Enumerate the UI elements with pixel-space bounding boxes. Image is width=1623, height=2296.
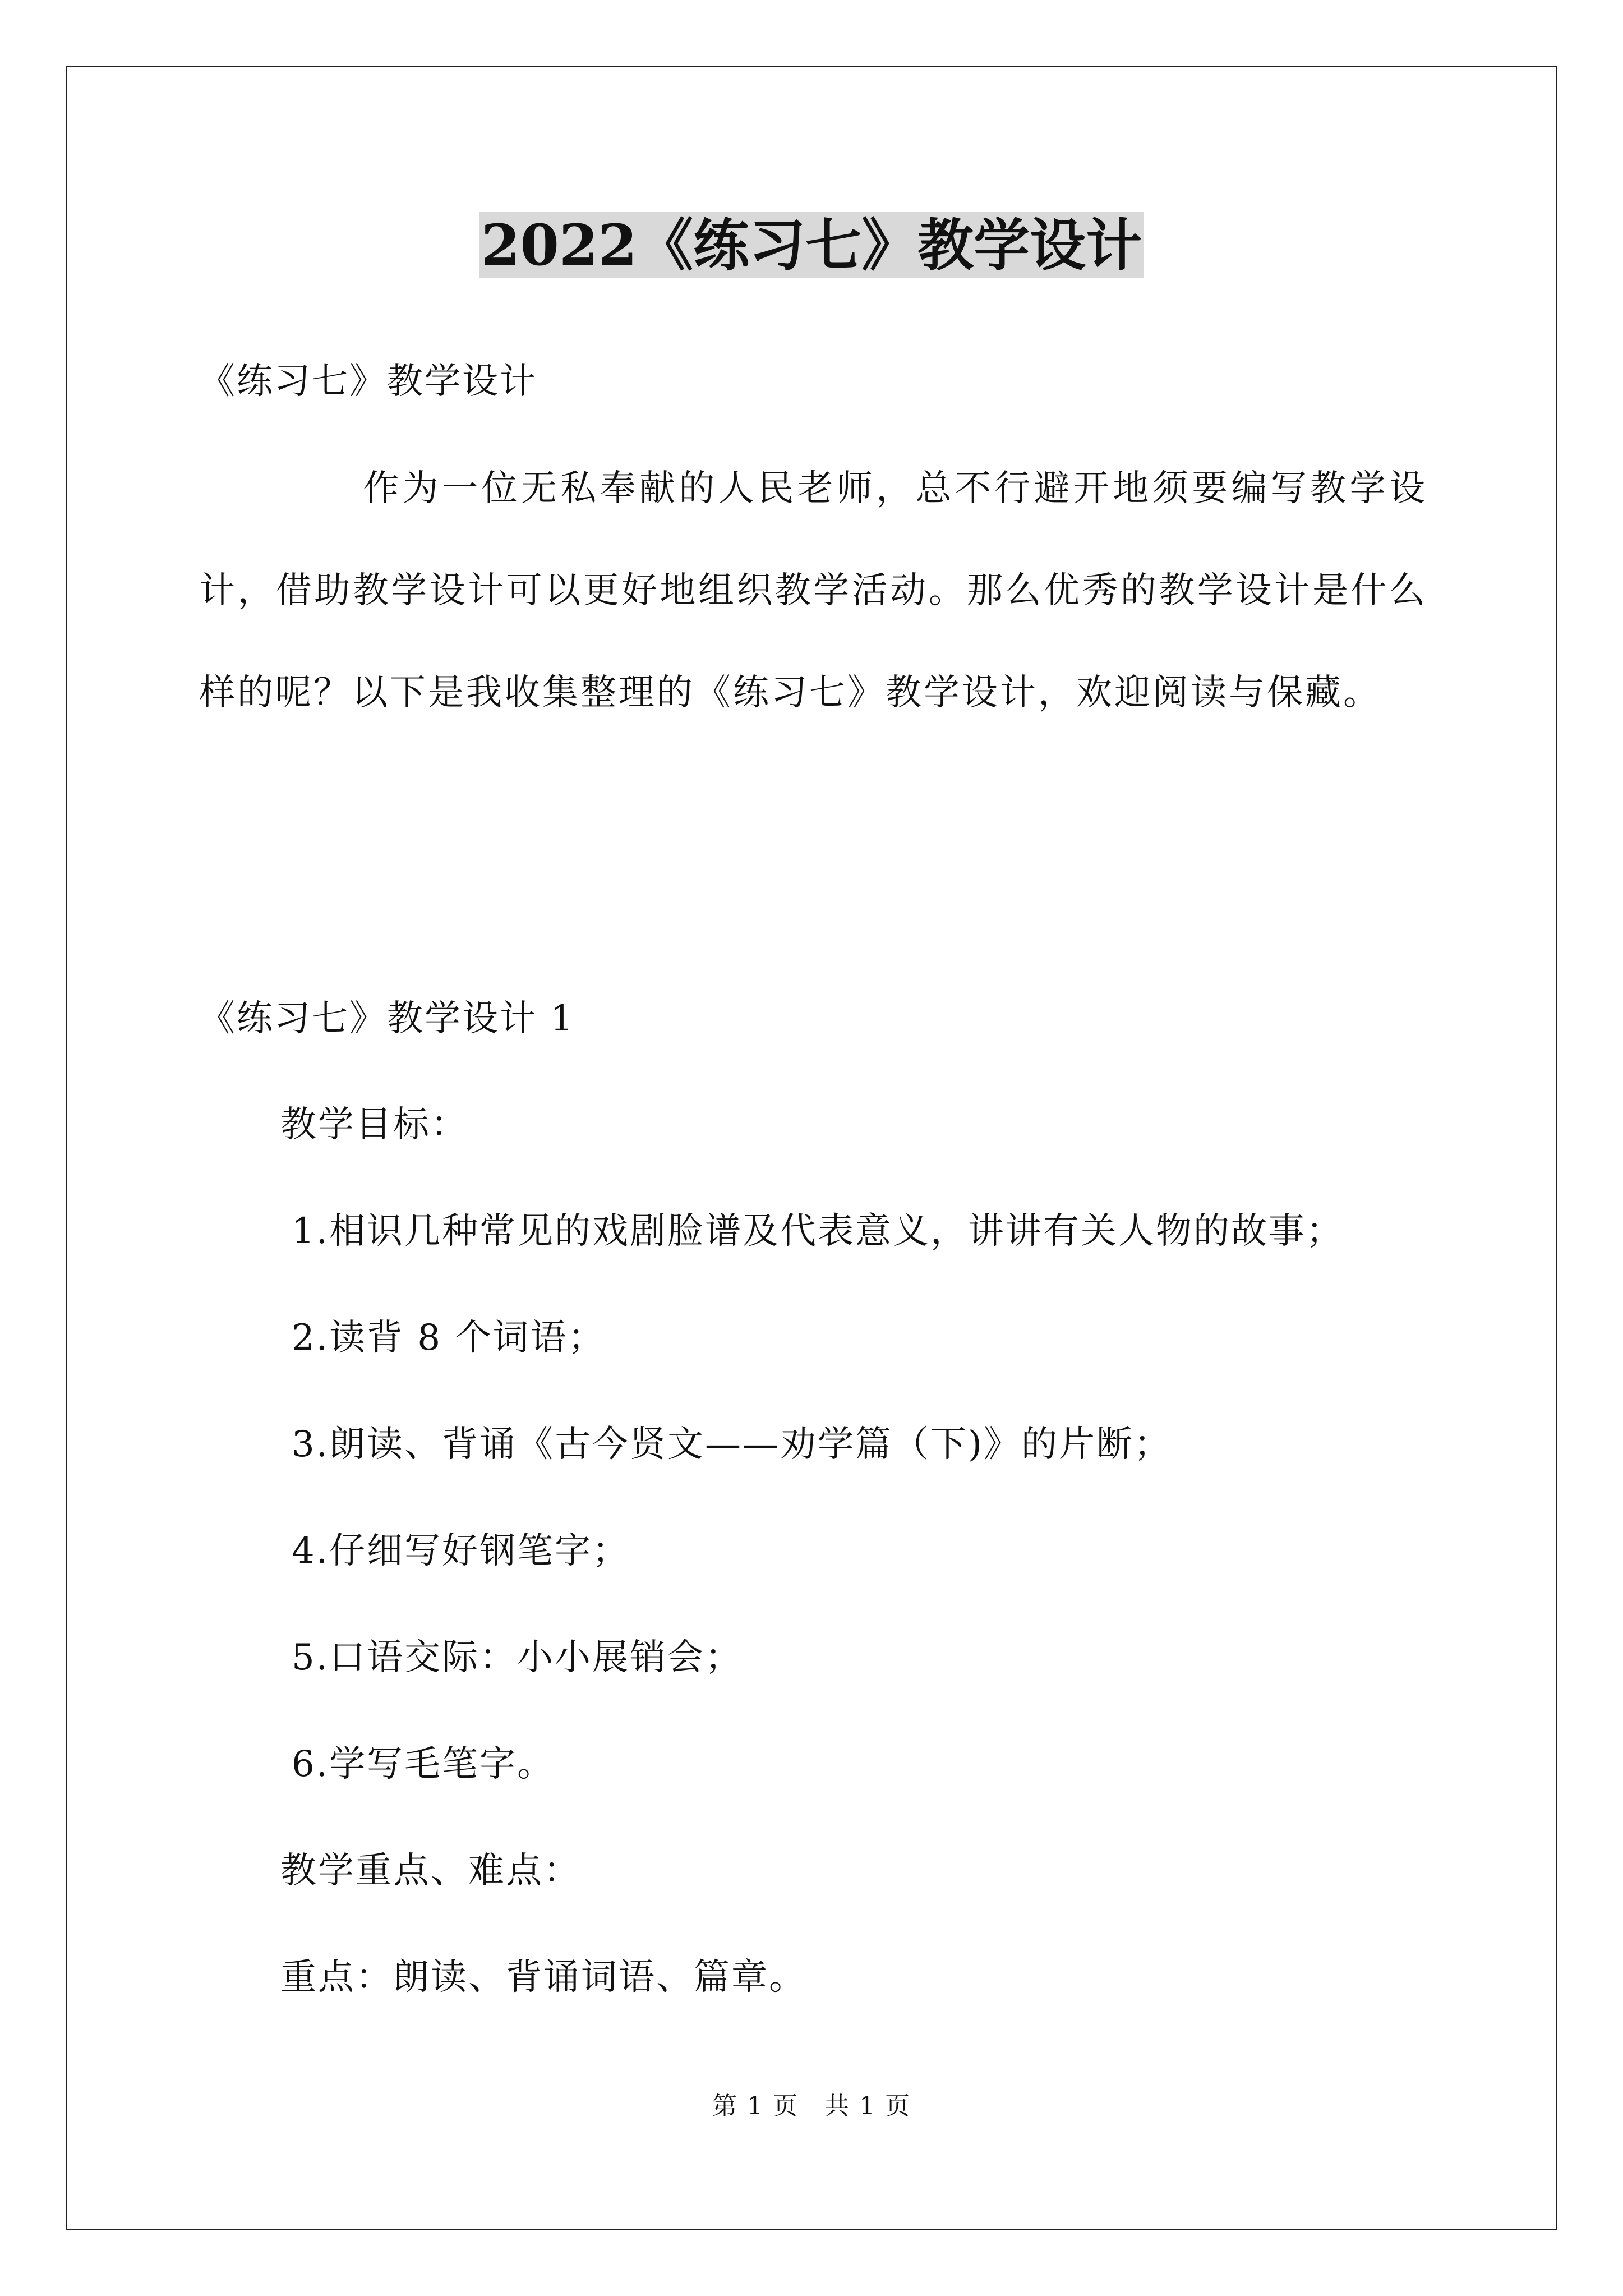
document-title: 2022《练习七》教学设计 [0, 209, 1623, 282]
subtitle: 《练习七》教学设计 [199, 361, 537, 402]
section-heading: 《练习七》教学设计 1 [199, 998, 575, 1039]
key-points-heading: 教学重点、难点： [280, 1850, 581, 1892]
goal-item: 1.相识几种常见的戏剧脸谱及代表意义，讲讲有关人物的故事； [292, 1211, 1344, 1252]
intro-paragraph: 作为一位无私奉献的人民老师，总不行避开地须要编写教学设计，借助教学设计可以更好地组织教学活动。那么优秀的教学设计是什么样的呢？以下是我收集整理的《练习七》教学设计，欢迎阅读与保藏。 [199, 468, 1427, 714]
goal-item: 2.读背 8 个词语； [292, 1317, 606, 1359]
key-point-text: 重点：朗读、背诵词语、篇章。 [280, 1957, 806, 1998]
goal-item: 5.口语交际：小小展销会； [292, 1637, 743, 1678]
goal-item: 6.学写毛笔字。 [292, 1743, 555, 1785]
goal-item: 3.朗读、背诵《古今贤文——劝学篇（下)》的片断； [292, 1424, 1172, 1465]
goal-item: 4.仔细写好钢笔字； [292, 1530, 630, 1572]
page-footer: 第 1 页 共 1 页 [712, 2092, 911, 2120]
goals-heading: 教学目标： [280, 1104, 468, 1145]
